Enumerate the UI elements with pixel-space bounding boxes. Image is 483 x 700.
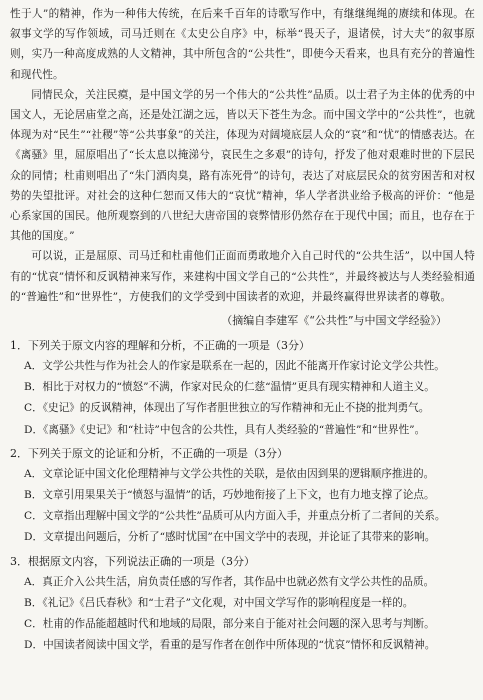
option-b: B．《礼记》《吕氏春秋》和“士君子”文化观，对中国文学写作的影响程度是一样的。 [24, 596, 414, 609]
question-2 [10, 444, 475, 549]
question-stem: 3．根据原文内容，下列说法正确的一项是（3分） [10, 554, 255, 568]
option-b: B．文章引用果果关于“愤怒与温情”的话，巧妙地衔接了上下文，也有力地支撑了论点。 [24, 489, 435, 502]
option-c: C．文章指出理解中国文学的“公共性”品质可从内方面入手，并重点分析了二者间的关系。 [24, 510, 446, 523]
option-d: D．《离骚》《史记》和“杜诗”中包含的公共性，具有人类经验的“普遍性”和“世界性”。 [24, 423, 426, 436]
source-citation: （摘编自李建军《“公共性”与中国文学经验》） [221, 314, 447, 328]
option-c: C．《史记》的反讽精神，体现出了写作者胆世独立的写作精神和无止不挠的批判勇气。 [24, 402, 430, 415]
passage-paragraph-2: 同情民众，关注民瘼，是中国文学的另一个伟大的“公共性”品质。以士君子为主体的优秀的中国文人，无论居庙堂之高，还是处江湖之远，皆以天下苍生为念。而中国文学中的“公共性”，也就体现为对“民生”“社稷”等“公共事象”的关注，体现为对阔境底层人众的“哀”和“忧”的情感表达。在《离骚》里，屈原唱出了“长太息以掩涕兮，哀民生之多艰”的诗句，抒发了他对艰难时世的下层民众的同情；杜甫则唱出了“朱门酒肉臭，路有冻死骨”的诗句，表达了对底层民众的贫穷困苦和对权势的失望批评。对社会的这种仁恕而又伟大的“哀忧”精神，华人学者洪业给予极高的评价：“他是心系家国的国民。他所观察到的八世纪大唐帝国的衰弊情形仍然存在于现代中国；而且，也存在于其他的国度。” [10, 88, 475, 243]
question-stem: 2．下列关于原文的论证和分析，不正确的一项是（3分） [10, 446, 288, 460]
option-a: A．文学公共性与作为社会人的作家是联系在一起的，因此不能离开作家讨论文学公共性。 [24, 360, 445, 373]
question-1 [10, 336, 475, 441]
option-b: B．相比于对权力的“愤怒”不满，作家对民众的仁慈“温情”更具有现实精神和人道主义。 [24, 381, 435, 394]
passage-paragraph-1: 性于人”的精神，作为一种伟大传统，在后来千百年的诗歌写作中，有继继绳绳的赓续和体现。在叙事文学的写作领域，司马迁则在《太史公自序》中，标举“畏天子，退诸侯，讨大夫”的叙事原则，实乃一种高度成熟的人文精神，其中所包含的“公共性”，即使今天看来，也具有充分的普遍性和现代性。 [10, 8, 475, 81]
option-d: D．文章提出问题后，分析了“感时忧国”在中国文学中的表现，并论证了其带来的影响。 [24, 531, 436, 544]
question-stem: 1．下列关于原文内容的理解和分析，不正确的一项是（3分） [10, 339, 310, 353]
passage [10, 4, 475, 307]
option-c: C．杜甫的作品能超越时代和地域的局限，部分来自于能对社会问题的深入思考与判断。 [24, 618, 435, 631]
option-a: A．真正介入公共生活，肩负责任感的写作者，其作品中也就必然有文学公共性的品质。 [24, 575, 435, 588]
passage-paragraph-3: 可以说，正是屈原、司马迁和杜甫他们正面而勇敢地介入自己时代的“公共生活”，以中国人特有的“忧哀”情怀和反讽精神来写作，来建构中国文学自己的“公共性”，并最终被达与人类经验相通的“普遍性”和“世界性”，方使我们的文学受到中国读者的欢迎，并最终赢得世界读者的尊敬。 [10, 250, 475, 303]
question-3 [10, 552, 475, 657]
option-a: A．文章论证中国文化伦理精神与文学公共性的关联，是依由因到果的逻辑顺序推进的。 [24, 467, 435, 480]
option-d: D．中国读者阅读中国文学，看重的是写作者在创作中所体现的“忧哀”情怀和反讽精神。 [24, 639, 436, 652]
